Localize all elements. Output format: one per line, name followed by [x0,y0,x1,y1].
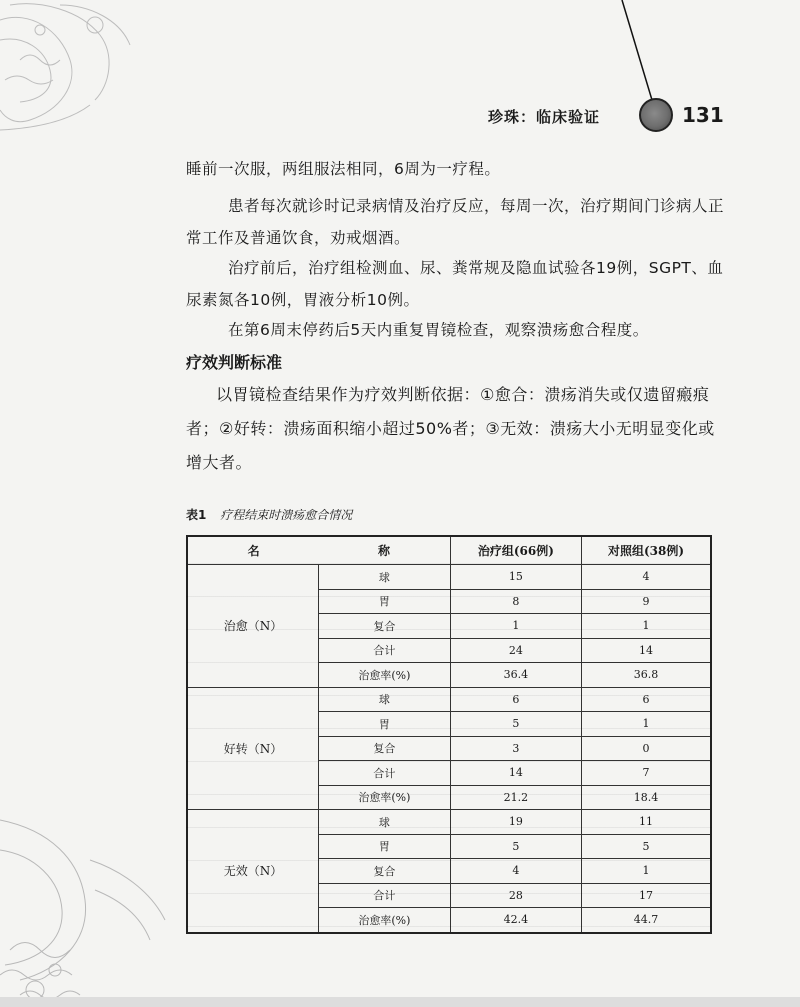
decorative-wave-ornament-bottom [0,800,170,1007]
treatment-value: 42.4 [450,908,581,933]
header-name-part-2: 称 [378,544,391,558]
treatment-value: 1 [450,614,581,639]
control-value: 0 [582,736,711,761]
row-item: 胃 [319,834,451,859]
table-caption-title: 疗程结束时溃疡愈合情况 [220,508,353,522]
treatment-value: 14 [450,761,581,786]
treatment-value: 8 [450,589,581,614]
row-item: 治愈率(%) [319,785,451,810]
body-paragraph-3: 治疗前后，治疗组检测血、尿、粪常规及隐血试验各19例，SGPT、血尿素氮各10例，胃液分析10例。 [186,259,724,309]
row-item: 球 [319,810,451,835]
table-row [187,810,711,835]
criteria-paragraph: 以胃镜检查结果作为疗效判断依据：①愈合：溃疡消失或仅遗留瘢痕者；②好转：溃疡面积缩小超过50%者；③无效：溃疡大小无明显变化或增大者。 [186,385,715,472]
header-control: 对照组(38例) [582,536,711,565]
page-bottom-edge [0,997,800,1007]
treatment-value: 3 [450,736,581,761]
header-name-part-1: 名 [247,544,260,558]
header-treatment: 治疗组(66例) [450,536,581,565]
row-item: 治愈率(%) [319,663,451,688]
control-value: 6 [582,687,711,712]
control-value: 18.4 [582,785,711,810]
group-label-improved: 好转（N） [187,687,319,810]
treatment-value: 4 [450,859,581,884]
row-item: 胃 [319,589,451,614]
control-value: 11 [582,810,711,835]
treatment-value: 5 [450,712,581,737]
table-caption-number: 表1 [186,508,207,522]
row-item: 复合 [319,736,451,761]
control-value: 1 [582,614,711,639]
row-item: 球 [319,687,451,712]
control-value: 17 [582,883,711,908]
row-item: 球 [319,565,451,590]
control-value: 9 [582,589,711,614]
table-header-row [187,536,711,565]
control-value: 1 [582,859,711,884]
control-value: 36.8 [582,663,711,688]
control-value: 7 [582,761,711,786]
treatment-value: 15 [450,565,581,590]
control-value: 1 [582,712,711,737]
page-number: 131 [682,103,724,127]
body-paragraph-4: 在第6周末停药后5天内重复胃镜检查，观察溃疡愈合程度。 [228,321,649,339]
table-caption [186,506,352,523]
treatment-value: 24 [450,638,581,663]
table-row [187,565,711,590]
row-item: 胃 [319,712,451,737]
body-paragraph-2: 患者每次就诊时记录病情及治疗反应，每周一次，治疗期间门诊病人正常工作及普通饮食，劝戒烟酒。 [186,197,725,247]
control-value: 5 [582,834,711,859]
header-pointer-line [0,0,800,140]
row-item: 合计 [319,761,451,786]
treatment-value: 5 [450,834,581,859]
header-circle-ornament [639,98,673,132]
running-header-title: 珍珠：临床验证 [488,108,601,126]
row-item: 合计 [319,883,451,908]
treatment-value: 21.2 [450,785,581,810]
group-label-ineffective: 无效（N） [187,810,319,933]
row-item: 复合 [319,859,451,884]
ulcer-healing-table [186,535,712,934]
row-item: 合计 [319,638,451,663]
body-paragraph-1: 睡前一次服，两组服法相同，6周为一疗程。 [186,160,501,178]
row-item: 治愈率(%) [319,908,451,933]
section-heading: 疗效判断标准 [186,353,283,372]
header-name [187,536,450,565]
treatment-value: 28 [450,883,581,908]
treatment-value: 6 [450,687,581,712]
treatment-value: 36.4 [450,663,581,688]
control-value: 44.7 [582,908,711,933]
group-label-cured: 治愈（N） [187,565,319,688]
control-value: 4 [582,565,711,590]
control-value: 14 [582,638,711,663]
row-item: 复合 [319,614,451,639]
table-row [187,687,711,712]
treatment-value: 19 [450,810,581,835]
